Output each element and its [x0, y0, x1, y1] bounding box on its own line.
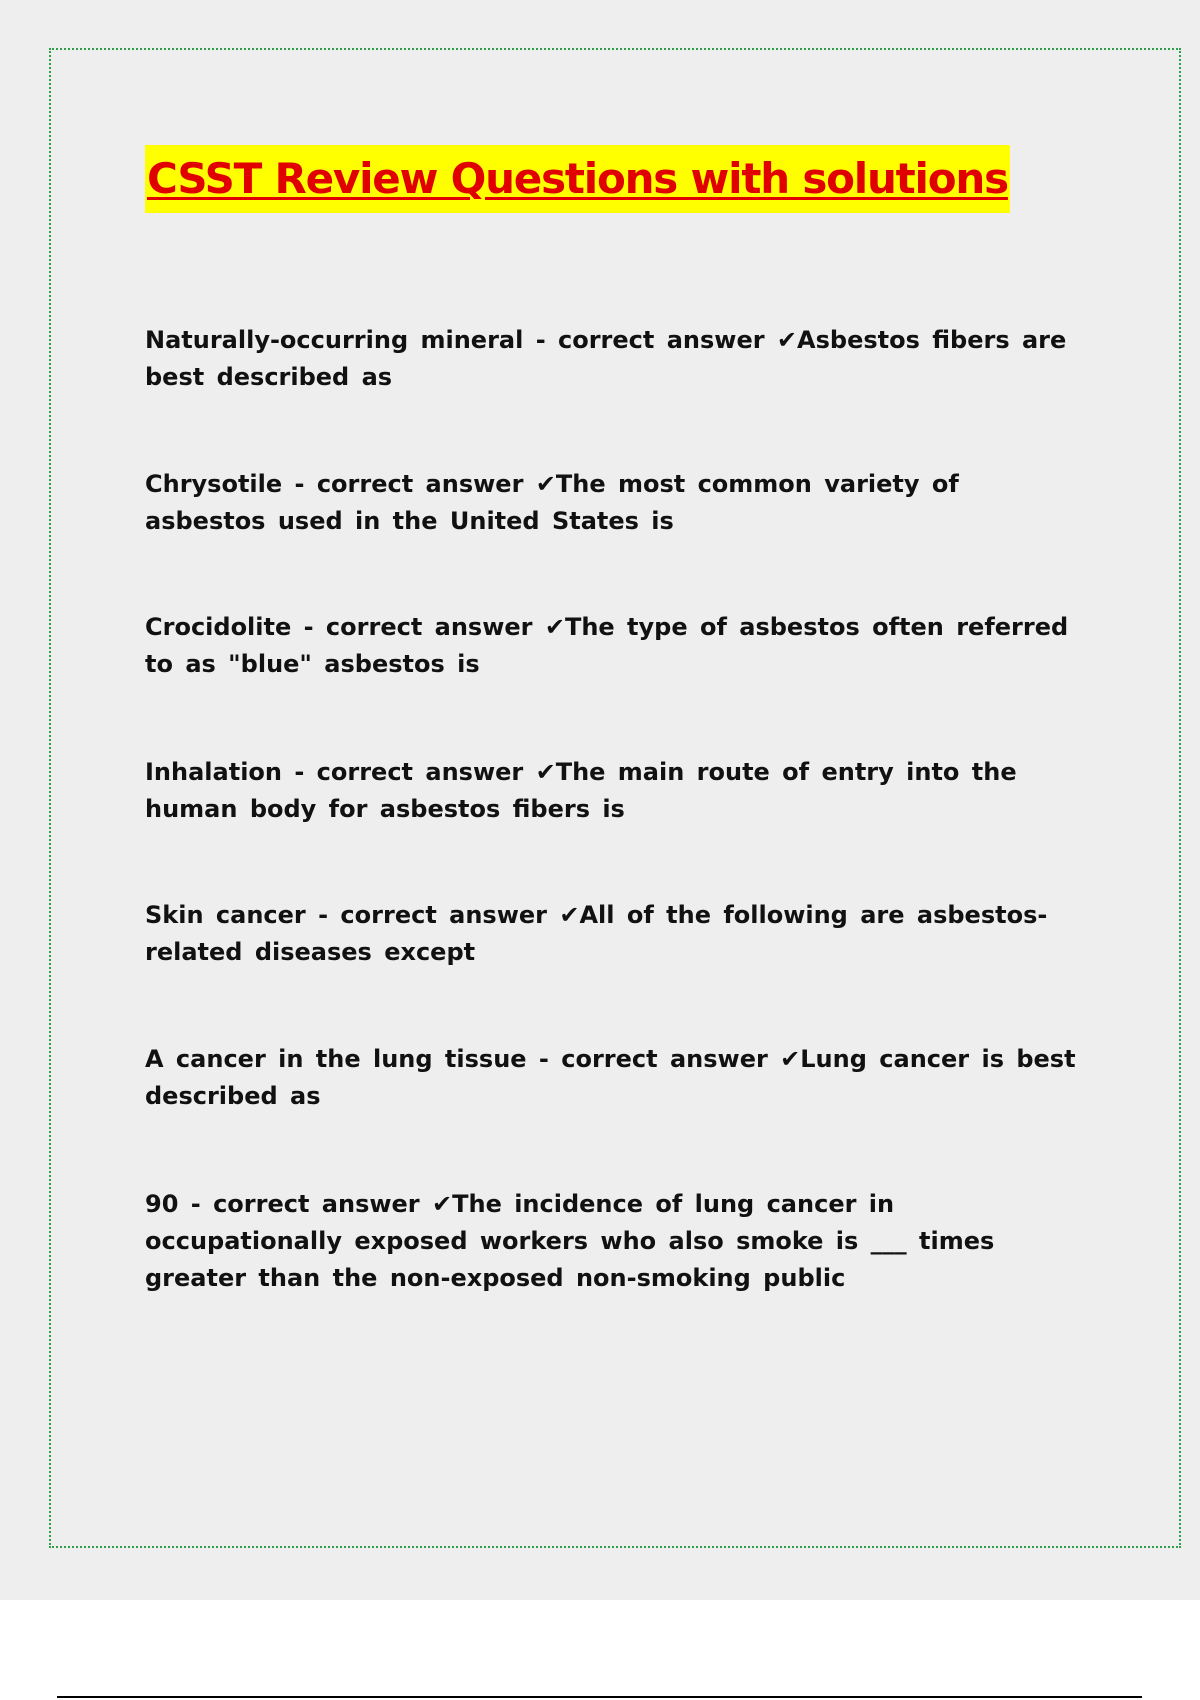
title-block [145, 145, 1010, 215]
qa-item: Chrysotile - correct answer ✔The most common variety of asbestos used in the United States is [145, 470, 959, 535]
qa-item: Skin cancer - correct answer ✔All of the following are asbestos-related diseases except [145, 901, 1048, 966]
footer-rule [57, 1696, 1142, 1698]
qa-item: A cancer in the lung tissue - correct answer ✔Lung cancer is best described as [145, 1045, 1076, 1110]
qa-item: Crocidolite - correct answer ✔The type of asbestos often referred to as "blue" asbestos is [145, 613, 1069, 678]
qa-item: 90 - correct answer ✔The incidence of lung cancer in occupationally exposed workers who also smoke is ___ times greater than the non-exposed non-smoking public [145, 1190, 995, 1292]
qa-item: Inhalation - correct answer ✔The main route of entry into the human body for asbestos fibers is [145, 758, 1017, 823]
qa-item: Naturally-occurring mineral - correct answer ✔Asbestos fibers are best described as [145, 326, 1067, 391]
document-title: CSST Review Questions with solutions [145, 145, 1010, 213]
